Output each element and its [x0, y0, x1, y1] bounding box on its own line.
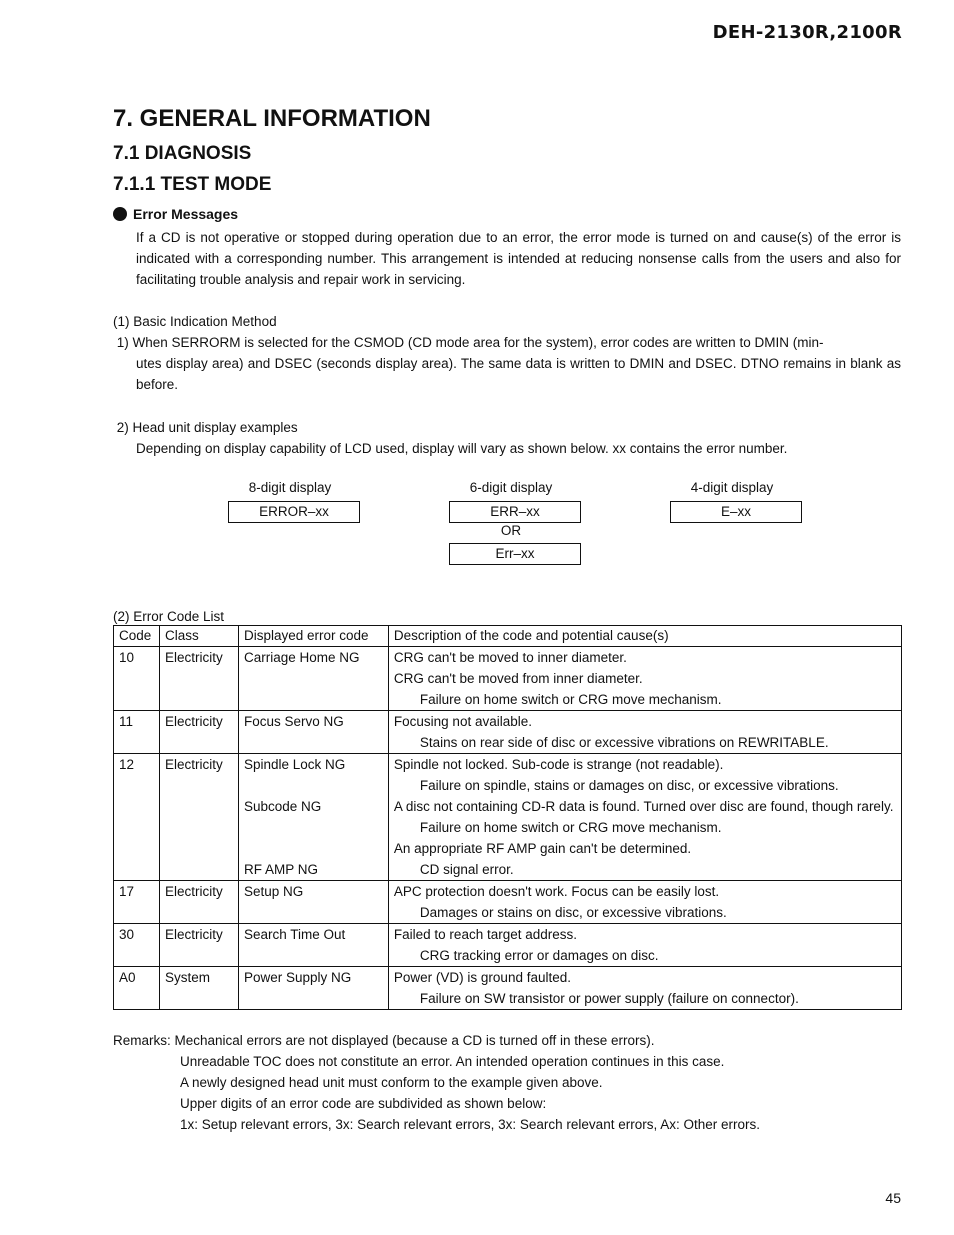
row-displayed: Focus Servo NG — [238, 711, 388, 754]
header-displayed: Displayed error code — [238, 626, 388, 647]
header-description: Description of the code and potential cause(s) — [388, 626, 901, 647]
row-class: Electricity — [159, 711, 238, 754]
desc-line: APC protection doesn't work. Focus can be easily lost. — [393, 884, 720, 899]
display-6-value-2: Err–xx — [449, 543, 581, 565]
page-number: 45 — [885, 1190, 901, 1206]
row-displayed: Carriage Home NG — [238, 647, 388, 711]
row-class: System — [159, 967, 238, 1010]
remark-line: Upper digits of an error code are subdivided as shown below: — [180, 1096, 547, 1111]
row-displayed: Power Supply NG — [238, 967, 388, 1010]
basic-indication-heading: (1) Basic Indication Method — [113, 314, 277, 329]
row-code: A0 — [114, 967, 160, 1010]
basic-indication-item2-text: Depending on display capability of LCD used, display will vary as shown below. xx contains the error number. — [136, 441, 788, 456]
header-class: Class — [159, 626, 238, 647]
basic-indication-item2-heading: 2) Head unit display examples — [113, 420, 298, 435]
desc-cause: Failure on spindle, stains or damages on disc, or excessive vibrations. — [419, 778, 839, 793]
desc-cause: Failure on home switch or CRG move mechanism. — [419, 692, 722, 707]
error-messages-intro: If a CD is not operative or stopped during operation due to an error, the error mode is turned on and cause(s) of the error is indicated with a corresponding number. This arrangement is intended at reducing nonsense calls from the users and also for facilitating trouble analysis and repair work in servicing. — [136, 230, 901, 287]
table-header-row — [114, 626, 902, 647]
subsection-title: 7.1 DIAGNOSIS — [113, 143, 252, 164]
display-4-label: 4-digit display — [690, 480, 774, 495]
bullet-icon — [113, 207, 127, 221]
display-6-label: 6-digit display — [469, 480, 553, 495]
error-messages-heading — [113, 206, 238, 222]
remark-line: A newly designed head unit must conform to the example given above. — [180, 1075, 603, 1090]
error-code-table — [113, 625, 902, 1010]
desc-cause: Failure on home switch or CRG move mechanism. — [419, 820, 722, 835]
displayed-subcode: Subcode NG — [243, 799, 322, 814]
error-code-list-heading: (2) Error Code List — [113, 609, 225, 624]
desc-line: Focusing not available. — [393, 714, 532, 729]
row-description — [388, 647, 901, 711]
table-row — [114, 967, 902, 1010]
table-row — [114, 711, 902, 754]
table-row — [114, 924, 902, 967]
desc-line: An appropriate RF AMP gain can't be determined. — [393, 841, 692, 856]
display-6-or: OR — [500, 523, 522, 538]
basic-indication-item1-rest: utes display area) and DSEC (seconds display area). The same data is written to DMIN and DSEC. DTNO remains in blank as before. — [136, 356, 901, 392]
desc-line: A disc not containing CD-R data is found. Turned over disc are found, though rarely. — [393, 799, 894, 814]
remark-line: 1x: Setup relevant errors, 3x: Search relevant errors, 3x: Search relevant errors, Ax: Other errors. — [180, 1117, 760, 1132]
row-displayed: Search Time Out — [238, 924, 388, 967]
desc-line: CRG can't be moved from inner diameter. — [393, 671, 643, 686]
row-description — [388, 924, 901, 967]
table-row — [114, 881, 902, 924]
row-code: 10 — [114, 647, 160, 711]
row-code: 30 — [114, 924, 160, 967]
basic-indication-item1-line1: 1) When SERRORM is selected for the CSMOD (CD mode area for the system), error codes are written to DMIN (min- — [113, 335, 824, 350]
table-row — [114, 647, 902, 711]
row-description — [388, 754, 901, 881]
row-code: 12 — [114, 754, 160, 881]
subsubsection-title: 7.1.1 TEST MODE — [113, 174, 272, 195]
desc-line: Spindle not locked. Sub-code is strange (not readable). — [393, 757, 724, 772]
row-class: Electricity — [159, 647, 238, 711]
error-messages-heading-text: Error Messages — [133, 206, 239, 222]
desc-cause: CD signal error. — [419, 862, 514, 877]
header-code: Code — [114, 626, 160, 647]
displayed-rf-amp: RF AMP NG — [243, 862, 318, 877]
row-class: Electricity — [159, 754, 238, 881]
row-description — [388, 711, 901, 754]
desc-cause: CRG tracking error or damages on disc. — [419, 948, 659, 963]
displayed-spindle-lock: Spindle Lock NG — [243, 757, 346, 772]
row-code: 11 — [114, 711, 160, 754]
row-displayed — [238, 754, 388, 881]
desc-cause: Damages or stains on disc, or excessive vibrations. — [419, 905, 727, 920]
display-6-value-1: ERR–xx — [449, 501, 581, 523]
remarks — [113, 1030, 760, 1135]
desc-line: CRG can't be moved to inner diameter. — [393, 650, 627, 665]
display-8-label: 8-digit display — [248, 480, 332, 495]
desc-cause: Failure on SW transistor or power supply (failure on connector). — [419, 991, 799, 1006]
row-class: Electricity — [159, 881, 238, 924]
row-code: 17 — [114, 881, 160, 924]
display-4-value: E–xx — [670, 501, 802, 523]
desc-line: Power (VD) is ground faulted. — [393, 970, 571, 985]
table-row — [114, 754, 902, 881]
row-description — [388, 881, 901, 924]
remark-line: Remarks: Mechanical errors are not displayed (because a CD is turned off in these errors). — [113, 1033, 655, 1048]
row-class: Electricity — [159, 924, 238, 967]
desc-cause: Stains on rear side of disc or excessive vibrations on REWRITABLE. — [419, 735, 829, 750]
desc-line: Failed to reach target address. — [393, 927, 578, 942]
section-title: 7. GENERAL INFORMATION — [113, 105, 431, 132]
model-header: DEH-2130R,2100R — [712, 22, 902, 43]
remark-line: Unreadable TOC does not constitute an error. An intended operation continues in this case. — [180, 1054, 725, 1069]
row-displayed: Setup NG — [238, 881, 388, 924]
row-description — [388, 967, 901, 1010]
display-8-value: ERROR–xx — [228, 501, 360, 523]
